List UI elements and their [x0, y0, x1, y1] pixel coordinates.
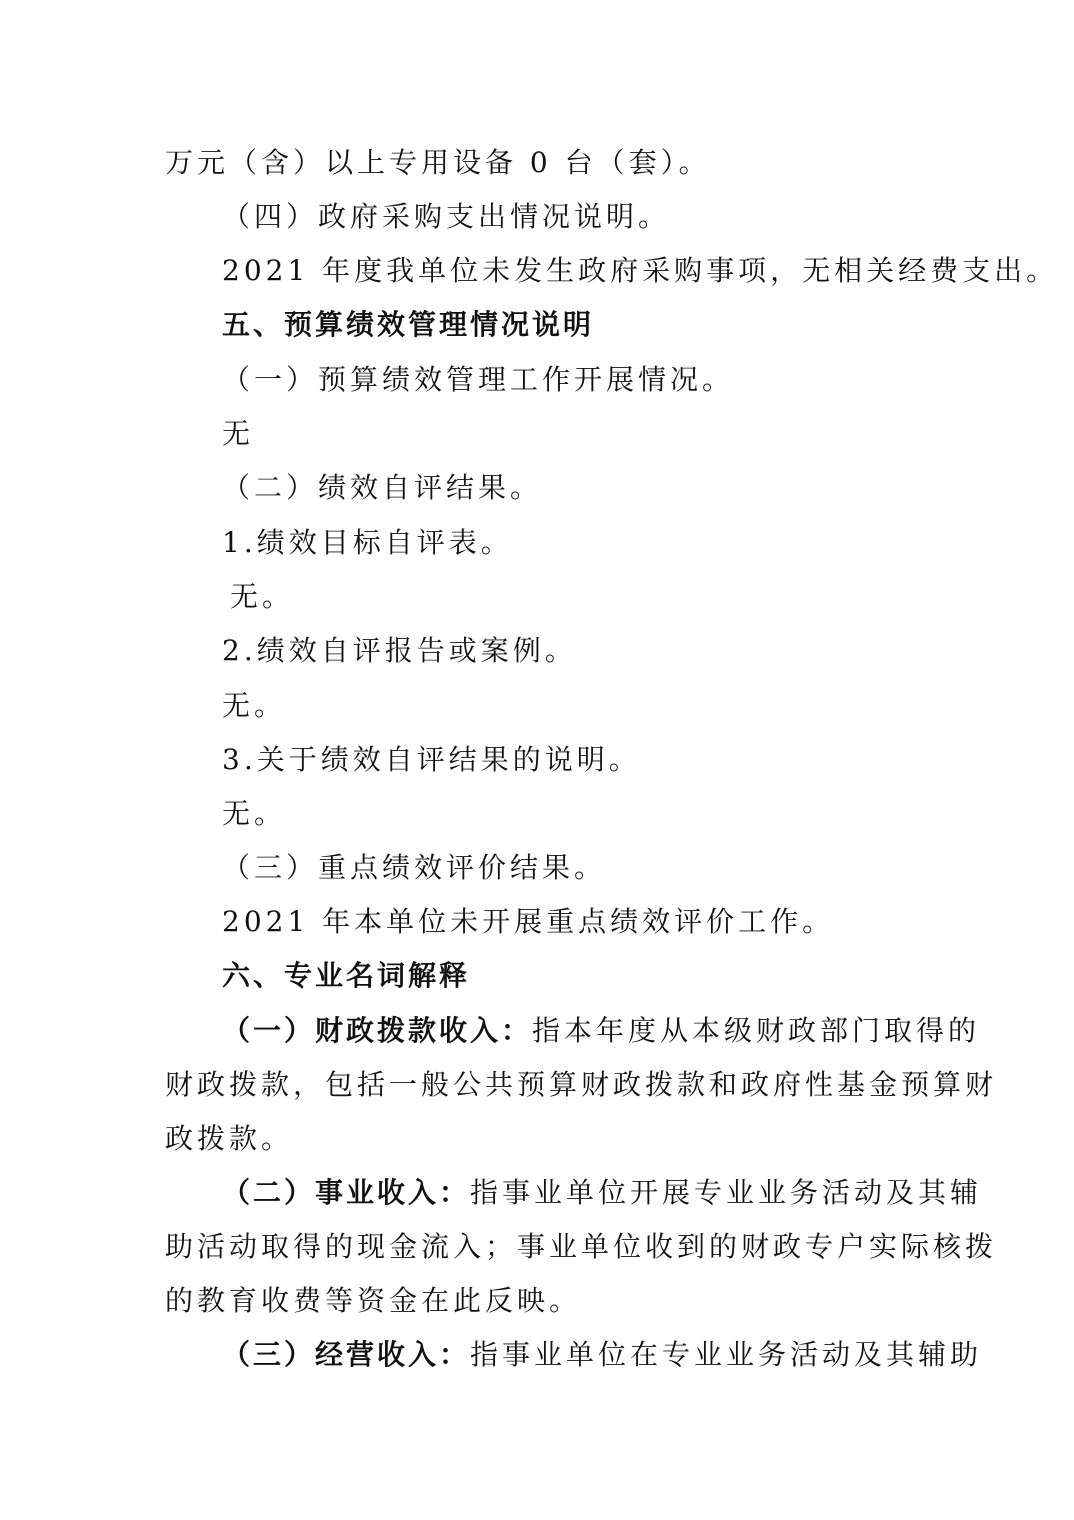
- text-line: 1.绩效目标自评表。: [222, 526, 513, 559]
- section-heading: 六、专业名词解释: [222, 959, 471, 992]
- text-line: 无。: [230, 580, 295, 613]
- section-heading: 五、预算绩效管理情况说明: [222, 308, 595, 341]
- term-label: （二）事业收入：: [222, 1176, 471, 1209]
- subheading: （四）政府采购支出情况说明。: [222, 200, 671, 233]
- text-line: 无。: [222, 689, 287, 722]
- text-line: 无: [222, 417, 255, 450]
- text-line: 财政拨款，包括一般公共预算财政拨款和政府性基金预算财: [165, 1068, 998, 1101]
- subheading: （三）重点绩效评价结果。: [222, 851, 607, 884]
- text-line: 2021 年本单位未开展重点绩效评价工作。: [222, 905, 835, 938]
- term-label: （三）经营收入：: [222, 1338, 471, 1371]
- definition-line: [222, 1175, 982, 1211]
- subheading: （二）绩效自评结果。: [222, 471, 543, 504]
- definition-text: 指事业单位开展专业业务活动及其辅: [470, 1176, 983, 1209]
- definition-line: [222, 1337, 982, 1373]
- term-label: （一）财政拨款收入：: [222, 1014, 533, 1047]
- text-line: 万元（含）以上专用设备 0 台（套）。: [165, 146, 711, 179]
- text-line: 3.关于绩效自评结果的说明。: [222, 743, 641, 776]
- text-line: 助活动取得的现金流入；事业单位收到的财政专户实际核拨: [165, 1230, 998, 1263]
- text-line: 无。: [222, 797, 287, 830]
- text-line: 2021 年度我单位未发生政府采购事项，无相关经费支出。: [222, 254, 1059, 287]
- subheading: （一）预算绩效管理工作开展情况。: [222, 363, 735, 396]
- text-line: 的教育收费等资金在此反映。: [165, 1284, 582, 1317]
- text-line: 2.绩效自评报告或案例。: [222, 634, 577, 667]
- definition-text: 指本年度从本级财政部门取得的: [532, 1014, 981, 1047]
- text-line: 政拨款。: [165, 1122, 294, 1155]
- definition-text: 指事业单位在专业业务活动及其辅助: [470, 1338, 983, 1371]
- definition-line: [222, 1013, 980, 1049]
